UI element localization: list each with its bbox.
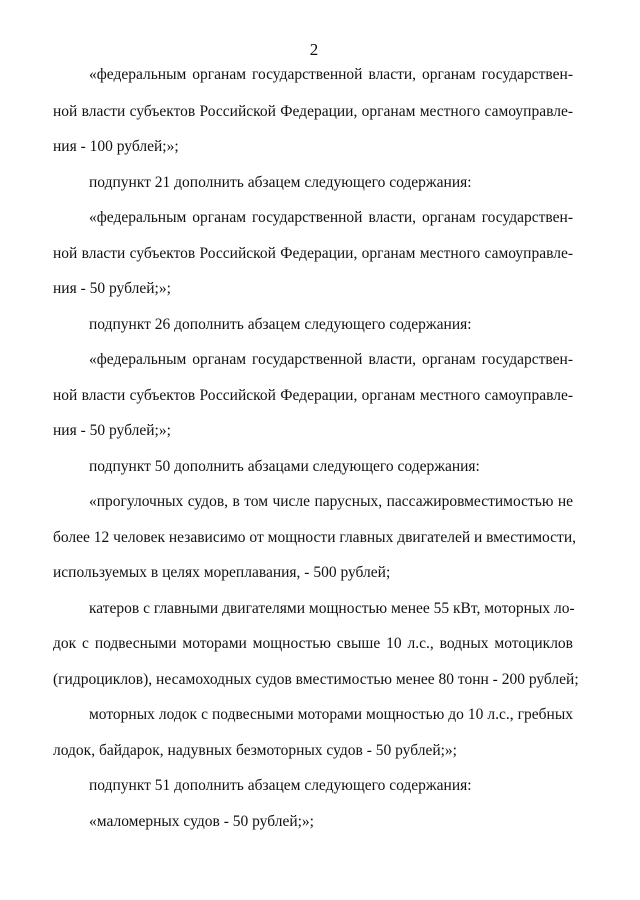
paragraph-line: подпункт 26 дополнить абзацем следующего содержания: xyxy=(89,316,472,333)
paragraph-line: «маломерных судов - 50 рублей;»; xyxy=(89,813,314,830)
paragraph-line: моторных лодок с подвесными моторами мощностью до 10 л.с., гребных xyxy=(89,706,573,723)
paragraph-line: ния - 50 рублей;»; xyxy=(53,280,171,297)
paragraph-line: «федеральным органам государственной власти, органам государствен- xyxy=(89,351,573,368)
paragraph-line: используемых в целях мореплавания, - 500 рублей; xyxy=(53,564,391,581)
paragraph-line: (гидроциклов), несамоходных судов вместимостью менее 80 тонн - 200 рублей; xyxy=(53,671,579,688)
paragraph-line: катеров с главными двигателями мощностью менее 55 кВт, моторных ло- xyxy=(89,600,575,617)
paragraph-line: более 12 человек независимо от мощности главных двигателей и вместимости, xyxy=(53,529,577,546)
paragraph-line: ния - 50 рублей;»; xyxy=(53,422,171,439)
paragraph-line: «прогулочных судов, в том числе парусных, пассажировместимостью не xyxy=(89,493,573,510)
paragraph-line: подпункт 21 дополнить абзацем следующего содержания: xyxy=(89,174,472,191)
paragraph-line: лодок, байдарок, надувных безмоторных судов - 50 рублей;»; xyxy=(53,742,457,759)
paragraph-line: «федеральным органам государственной власти, органам государствен- xyxy=(89,66,573,83)
paragraph-line: подпункт 51 дополнить абзацем следующего содержания: xyxy=(89,777,472,794)
paragraph-line: док с подвесными моторами мощностью свыше 10 л.с., водных мотоциклов xyxy=(53,635,573,652)
paragraph-line: «федеральным органам государственной власти, органам государствен- xyxy=(89,209,573,226)
paragraph-line: подпункт 50 дополнить абзацами следующего содержания: xyxy=(89,458,480,475)
paragraph-line: ной власти субъектов Российской Федерации, органам местного самоуправле- xyxy=(53,245,573,262)
paragraph-line: ния - 100 рублей;»; xyxy=(53,138,179,155)
page-number: 2 xyxy=(309,40,319,59)
paragraph-line: ной власти субъектов Российской Федерации, органам местного самоуправле- xyxy=(53,387,573,404)
paragraph-line: ной власти субъектов Российской Федерации, органам местного самоуправле- xyxy=(53,103,573,120)
